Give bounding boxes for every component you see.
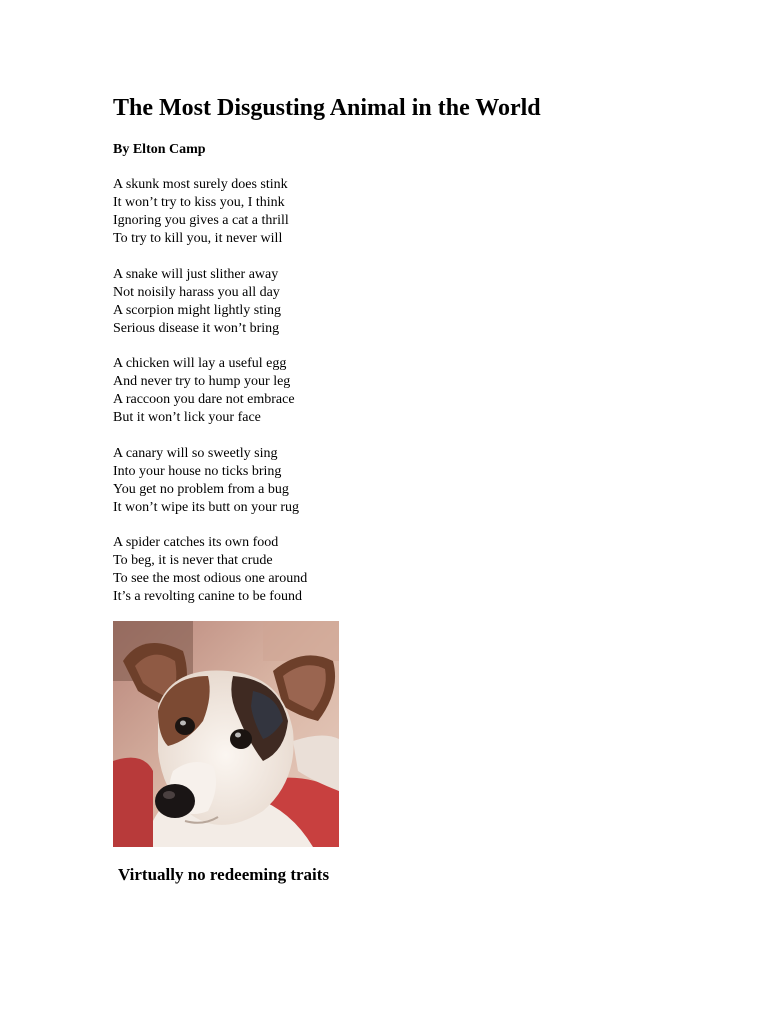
poem-line: A raccoon you dare not embrace (113, 392, 295, 407)
poem-line: Serious disease it won’t bring (113, 320, 280, 336)
poem-line: A scorpion might lightly sting (113, 302, 282, 318)
poem-line: To try to kill you, it never will (113, 231, 283, 246)
poem-line: And never try to hump your leg (113, 374, 291, 389)
poem-line: It’s a revolting canine to be found (113, 589, 302, 604)
poem-line: To see the most odious one around (113, 571, 308, 586)
photo-caption: Virtually no redeeming traits (118, 865, 330, 884)
author-byline: By Elton Camp (113, 142, 206, 157)
poem-line: It won’t wipe its butt on your rug (113, 499, 300, 515)
stanza (113, 355, 513, 427)
poem-line: A canary will so sweetly sing (113, 445, 278, 461)
dog-photo (113, 621, 339, 847)
poem-line: A snake will just slither away (113, 266, 279, 282)
poem-line: A chicken will lay a useful egg (113, 356, 287, 371)
stanza (113, 266, 513, 338)
dog-illustration (113, 621, 339, 847)
stanza (113, 445, 513, 517)
poem-line: A spider catches its own food (113, 535, 279, 550)
poem-line: But it won’t lick your face (113, 410, 261, 425)
poem-line: Into your house no ticks bring (113, 463, 282, 479)
poem-title: The Most Disgusting Animal in the World (113, 95, 541, 121)
poem-line: To beg, it is never that crude (113, 553, 273, 568)
stanza (113, 534, 513, 606)
poem-line: It won’t try to kiss you, I think (113, 195, 285, 210)
poem-line: You get no problem from a bug (113, 481, 289, 497)
poem-body (113, 176, 513, 624)
poem-line: A skunk most surely does stink (113, 177, 288, 192)
poem-line: Not noisily harass you all day (113, 284, 280, 300)
stanza (113, 176, 513, 248)
poem-line: Ignoring you gives a cat a thrill (113, 213, 289, 228)
